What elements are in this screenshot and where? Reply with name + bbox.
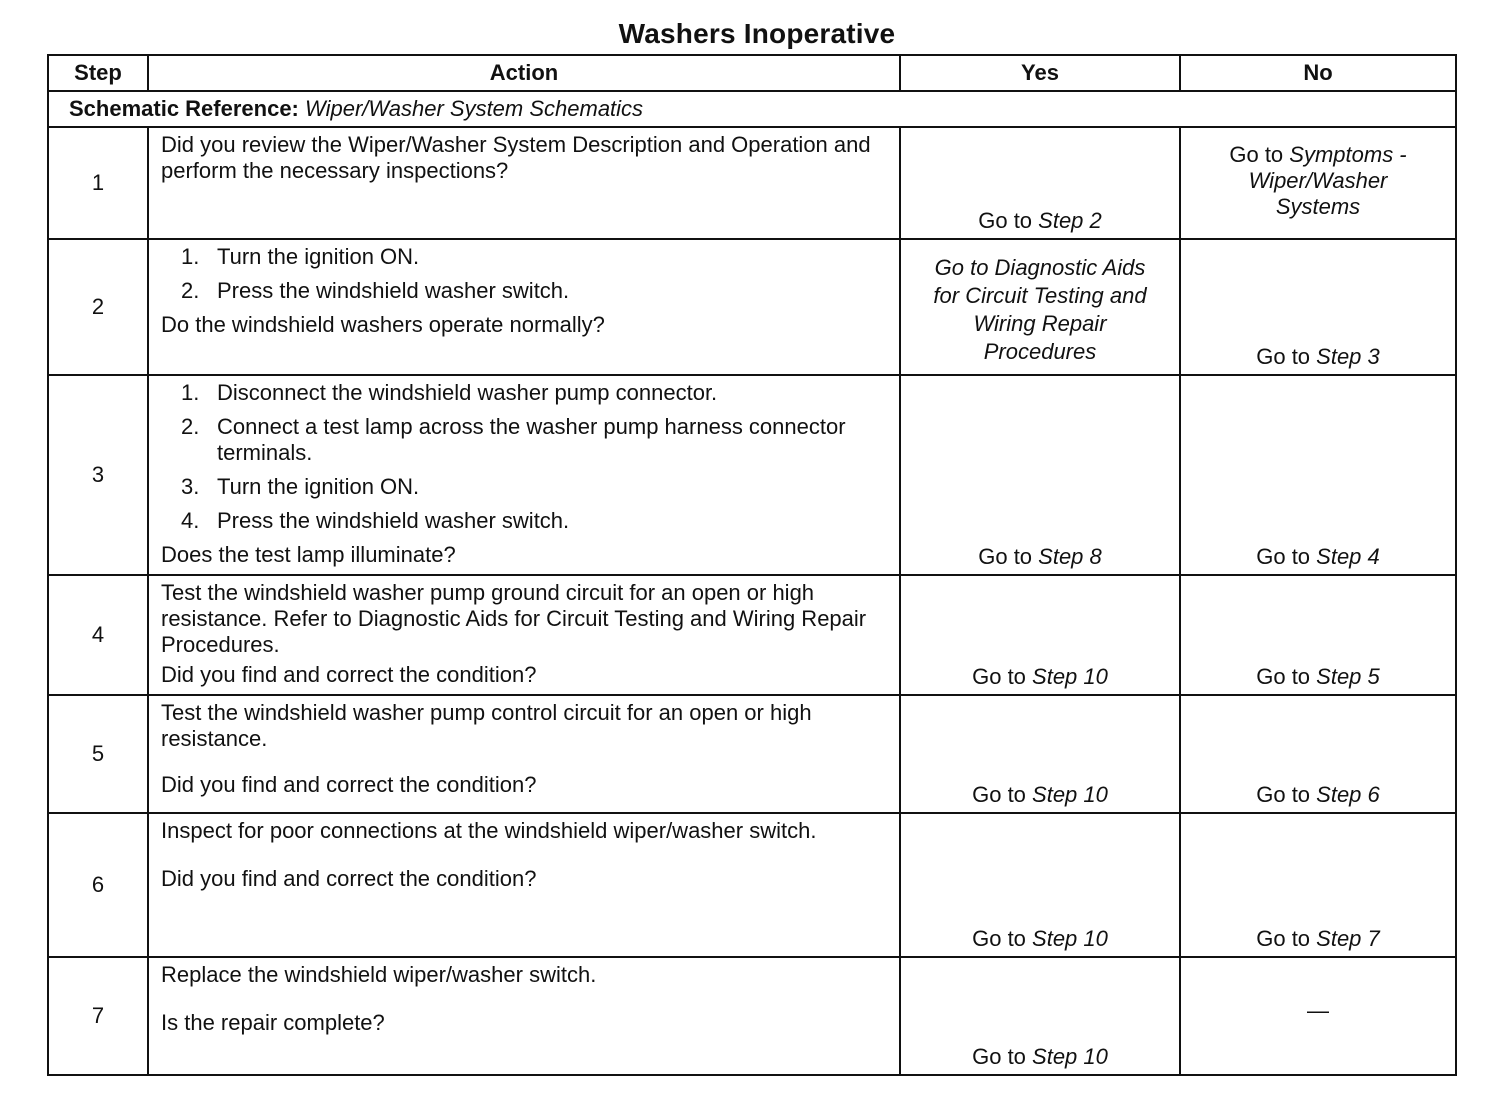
action-cell [148,813,900,957]
step-number: 6 [48,813,148,957]
schematic-reference [48,91,1456,127]
no-prefix: Go to [1256,926,1317,951]
yes-prefix: Go to [978,544,1039,569]
yes-link[interactable]: Step 8 [1038,544,1102,569]
action-question: Is the repair complete? [161,1010,385,1035]
header-yes: Yes [900,55,1180,91]
action-cell [148,957,900,1075]
action-list [161,244,889,304]
action-text: Test the windshield washer pump control circuit for an open or high resistance. [161,700,812,751]
action-text: Test the windshield washer pump ground circuit for an open or high resistance. Refer to Diagnostic Aids for Circuit Testing and Wiring Repair Procedures. [161,580,867,657]
no-cell [1180,239,1456,375]
table-row [48,127,1456,239]
yes-prefix: Go to [978,208,1039,233]
action-question: Does the test lamp illuminate? [161,542,456,567]
schematic-link[interactable]: Wiper/Washer System Schematics [305,96,644,121]
header-action: Action [148,55,900,91]
action-question: Did you find and correct the condition? [161,662,537,687]
list-item: 1. Disconnect the windshield washer pump connector. [181,380,718,405]
list-item: 2. Press the windshield washer switch. [181,278,570,303]
table-row [48,957,1456,1075]
no-link[interactable]: Step 3 [1316,344,1380,369]
action-question: Did you find and correct the condition? [161,866,537,891]
action-cell [148,239,900,375]
table-row [48,239,1456,375]
step-number: 2 [48,239,148,375]
schematic-row [48,91,1456,127]
schematic-label: Schematic Reference: [69,96,299,121]
no-cell [1180,575,1456,695]
yes-link[interactable]: Go to Diagnostic Aids for Circuit Testing and Wiring Repair Procedures [933,255,1147,364]
yes-cell [900,575,1180,695]
yes-cell [900,375,1180,575]
yes-cell [900,957,1180,1075]
no-cell [1180,375,1456,575]
yes-cell [900,239,1180,375]
yes-prefix: Go to [972,782,1033,807]
no-prefix: Go to [1256,664,1317,689]
yes-cell [900,813,1180,957]
no-link[interactable]: Step 6 [1316,782,1380,807]
no-link[interactable]: Symptoms - Wiper/Washer Systems [1248,142,1407,219]
action-list [161,380,889,534]
action-cell [148,695,900,813]
action-question: Did you find and correct the condition? [161,772,537,797]
action-text: Did you review the Wiper/Washer System Description and Operation and perform the necessary inspections? [161,132,871,183]
table-row [48,813,1456,957]
list-item: 3. Turn the ignition ON. [181,474,420,499]
yes-prefix: Go to [972,664,1033,689]
header-row [48,55,1456,91]
table-row [48,375,1456,575]
yes-link[interactable]: Step 10 [1032,664,1108,689]
action-text: Replace the windshield wiper/washer switch. [161,962,597,987]
yes-cell [900,127,1180,239]
table-row [48,695,1456,813]
diagnostic-table [47,54,1457,1076]
no-prefix: Go to [1256,544,1317,569]
yes-cell [900,695,1180,813]
step-number: 4 [48,575,148,695]
no-cell [1180,127,1456,239]
yes-link[interactable]: Step 10 [1032,1044,1108,1069]
yes-link[interactable]: Step 10 [1032,782,1108,807]
list-item: 1. Turn the ignition ON. [181,244,420,269]
no-cell [1180,695,1456,813]
no-prefix: Go to [1256,344,1317,369]
yes-link[interactable]: Step 10 [1032,926,1108,951]
yes-link[interactable]: Step 2 [1038,208,1102,233]
step-number: 1 [48,127,148,239]
page-title: Washers Inoperative [618,18,896,49]
no-prefix: Go to [1256,782,1317,807]
no-link[interactable]: Step 5 [1316,664,1380,689]
no-link[interactable]: Step 4 [1316,544,1380,569]
header-no: No [1180,55,1456,91]
action-cell [148,127,900,239]
list-item: 2. Connect a test lamp across the washer pump harness connector terminals. [181,414,846,465]
action-question: Do the windshield washers operate normally? [161,312,605,337]
step-number: 3 [48,375,148,575]
no-cell [1180,957,1456,1075]
no-prefix: Go to [1229,142,1290,167]
no-cell [1180,813,1456,957]
header-step: Step [48,55,148,91]
no-link[interactable]: Step 7 [1316,926,1380,951]
yes-prefix: Go to [972,926,1033,951]
action-cell [148,375,900,575]
step-number: 5 [48,695,148,813]
yes-prefix: Go to [972,1044,1033,1069]
action-text: Inspect for poor connections at the windshield wiper/washer switch. [161,818,817,843]
action-cell [148,575,900,695]
step-number: 7 [48,957,148,1075]
table-row [48,575,1456,695]
list-item: 4. Press the windshield washer switch. [181,508,570,533]
no-dash: — [1307,998,1329,1023]
